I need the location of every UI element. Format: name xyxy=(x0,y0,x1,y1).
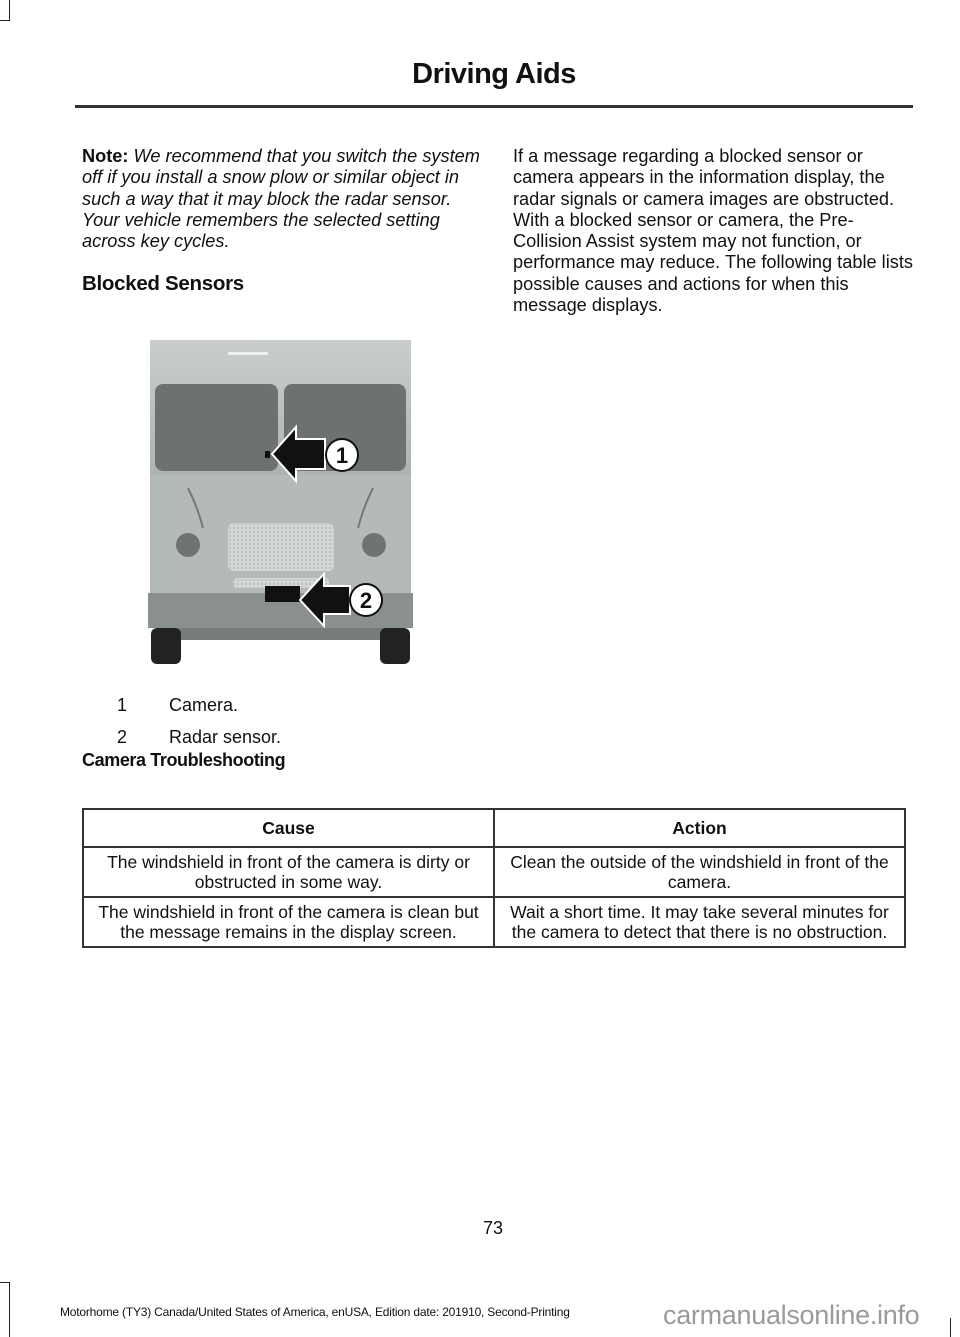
page-number xyxy=(0,1218,960,1239)
legend-item xyxy=(117,694,477,716)
troubleshooting-table xyxy=(82,808,906,948)
crop-mark xyxy=(0,1282,10,1283)
legend-label: Radar sensor. xyxy=(169,727,282,747)
note-text: We recommend that you switch the system off if you install a snow plow or similar object in such a way that it may block the radar sensor. Your vehicle remembers the selected setting across key cycles. xyxy=(82,146,480,252)
action-cell: Wait a short time. It may take several minutes for the camera to detect that there is no obstruction. xyxy=(494,897,905,947)
right-column xyxy=(513,146,913,316)
camera-troubleshooting-heading: Camera Troubleshooting xyxy=(82,750,286,770)
legend-number: 2 xyxy=(117,727,128,747)
svg-text:1: 1 xyxy=(335,443,349,468)
legend-item xyxy=(117,726,477,748)
cause-cell: The windshield in front of the camera is dirty or obstructed in some way. xyxy=(83,847,494,897)
watermark: carmanualsonline.info xyxy=(663,1300,920,1330)
note-label: Note: xyxy=(82,146,129,166)
table-row xyxy=(83,897,905,947)
crop-mark xyxy=(9,0,10,20)
motorhome-figure xyxy=(148,338,413,664)
cause-cell: The windshield in front of the camera is clean but the message remains in the display screen. xyxy=(83,897,494,947)
blocked-sensors-heading: Blocked Sensors xyxy=(82,272,244,296)
blocked-sensors-paragraph: If a message regarding a blocked sensor or camera appears in the information display, the radar signals or camera images are obstructed. With a blocked sensor or camera, the Pre-Collision Assist system may not function, or performance may reduce. The following table lists possible causes and actions for when this message displays. xyxy=(513,146,913,316)
motorhome-front-illustration xyxy=(148,338,413,664)
action-cell: Clean the outside of the windshield in front of the camera. xyxy=(494,847,905,897)
table-row xyxy=(83,847,905,897)
left-column xyxy=(82,146,480,296)
page-number-text: 73 xyxy=(482,1218,504,1238)
note xyxy=(82,146,480,252)
crop-mark xyxy=(0,20,10,21)
legend-number: 1 xyxy=(117,695,128,715)
column-header-cause: Cause xyxy=(83,809,494,847)
section-title: Driving Aids xyxy=(412,58,576,90)
legend-label: Camera. xyxy=(169,695,239,715)
figure-legend xyxy=(117,694,477,758)
column-header-action: Action xyxy=(494,809,905,847)
svg-text:2: 2 xyxy=(359,588,373,613)
crop-mark xyxy=(950,1318,951,1337)
header-rule xyxy=(75,105,913,108)
crop-mark xyxy=(9,1282,10,1337)
table-header-row xyxy=(83,809,905,847)
footer-edition: Motorhome (TY3) Canada/United States of America, enUSA, Edition date: 201910, Second-Printing xyxy=(60,1305,570,1319)
page-header xyxy=(0,58,960,91)
